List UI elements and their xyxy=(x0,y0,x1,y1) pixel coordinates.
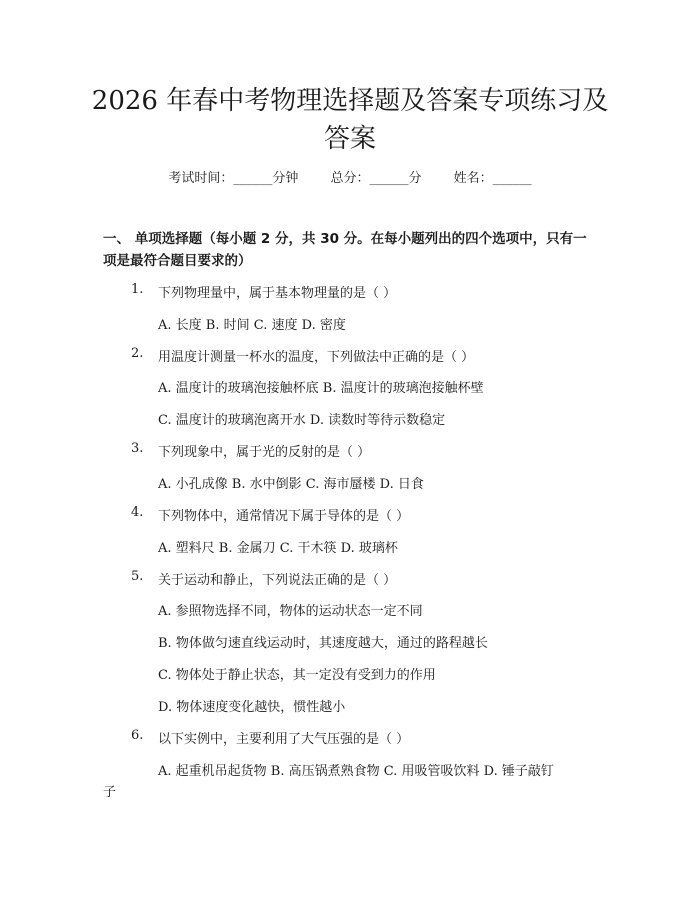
question-3-options: A. 小孔成像 B. 水中倒影 C. 海市蜃楼 D. 日食 xyxy=(158,477,424,492)
question-number: 1. xyxy=(131,282,144,297)
question-2-options-line-1: A. 温度计的玻璃泡接触杯底 B. 温度计的玻璃泡接触杯壁 xyxy=(158,381,484,396)
section-heading xyxy=(103,228,603,272)
question-2-options-line-2: C. 温度计的玻璃泡离开水 D. 读数时等待示数稳定 xyxy=(158,413,446,428)
question-5-option-c: C. 物体处于静止状态，其一定没有受到力的作用 xyxy=(158,668,436,683)
section-heading-line-1: 一、 单项选择题（每小题 2 分，共 30 分。在每小题列出的四个选项中，只有一 xyxy=(103,231,587,247)
student-name-field: 姓名：______ xyxy=(453,171,532,186)
question-stem: 关于运动和静止，下列说法正确的是（ ） xyxy=(158,573,397,588)
title-line-2: 答案 xyxy=(323,124,376,154)
question-5-option-a: A. 参照物选择不同，物体的运动状态一定不同 xyxy=(158,604,423,619)
title-line-1: 2026 年春中考物理选择题及答案专项练习及 xyxy=(91,86,609,116)
question-5-option-d: D. 物体速度变化越快，惯性越小 xyxy=(158,700,346,715)
question-number: 5. xyxy=(131,569,144,584)
question-number: 3. xyxy=(131,441,144,456)
document-title xyxy=(80,82,620,158)
question-6-options-line-2: 子 xyxy=(103,785,117,800)
question-stem: 下列现象中，属于光的反射的是（ ） xyxy=(158,445,371,460)
total-score-field: 总分：______分 xyxy=(330,171,422,186)
section-heading-line-2: 项是最符合题目要求的） xyxy=(103,253,252,269)
question-6-options-line-1: A. 起重机吊起货物 B. 高压锅煮熟食物 C. 用吸管吸饮料 D. 锤子敲钉 xyxy=(158,764,554,779)
question-stem: 下列物理量中，属于基本物理量的是（ ） xyxy=(158,286,397,301)
question-1-options: A. 长度 B. 时间 C. 速度 D. 密度 xyxy=(158,318,346,333)
question-number: 4. xyxy=(131,505,144,520)
question-5-option-b: B. 物体做匀速直线运动时，其速度越大，通过的路程越长 xyxy=(158,636,488,651)
question-number: 6. xyxy=(131,728,144,743)
question-stem: 下列物体中，通常情况下属于导体的是（ ） xyxy=(158,509,410,524)
question-stem: 用温度计测量一杯水的温度，下列做法中正确的是（ ） xyxy=(158,350,475,365)
question-4-options: A. 塑料尺 B. 金属刀 C. 干木筷 D. 玻璃杯 xyxy=(158,541,398,556)
exam-time-field: 考试时间：______分钟 xyxy=(168,171,299,186)
question-number: 2. xyxy=(131,346,144,361)
exam-info-row xyxy=(0,167,700,186)
question-stem: 以下实例中，主要利用了大气压强的是（ ） xyxy=(158,732,410,747)
